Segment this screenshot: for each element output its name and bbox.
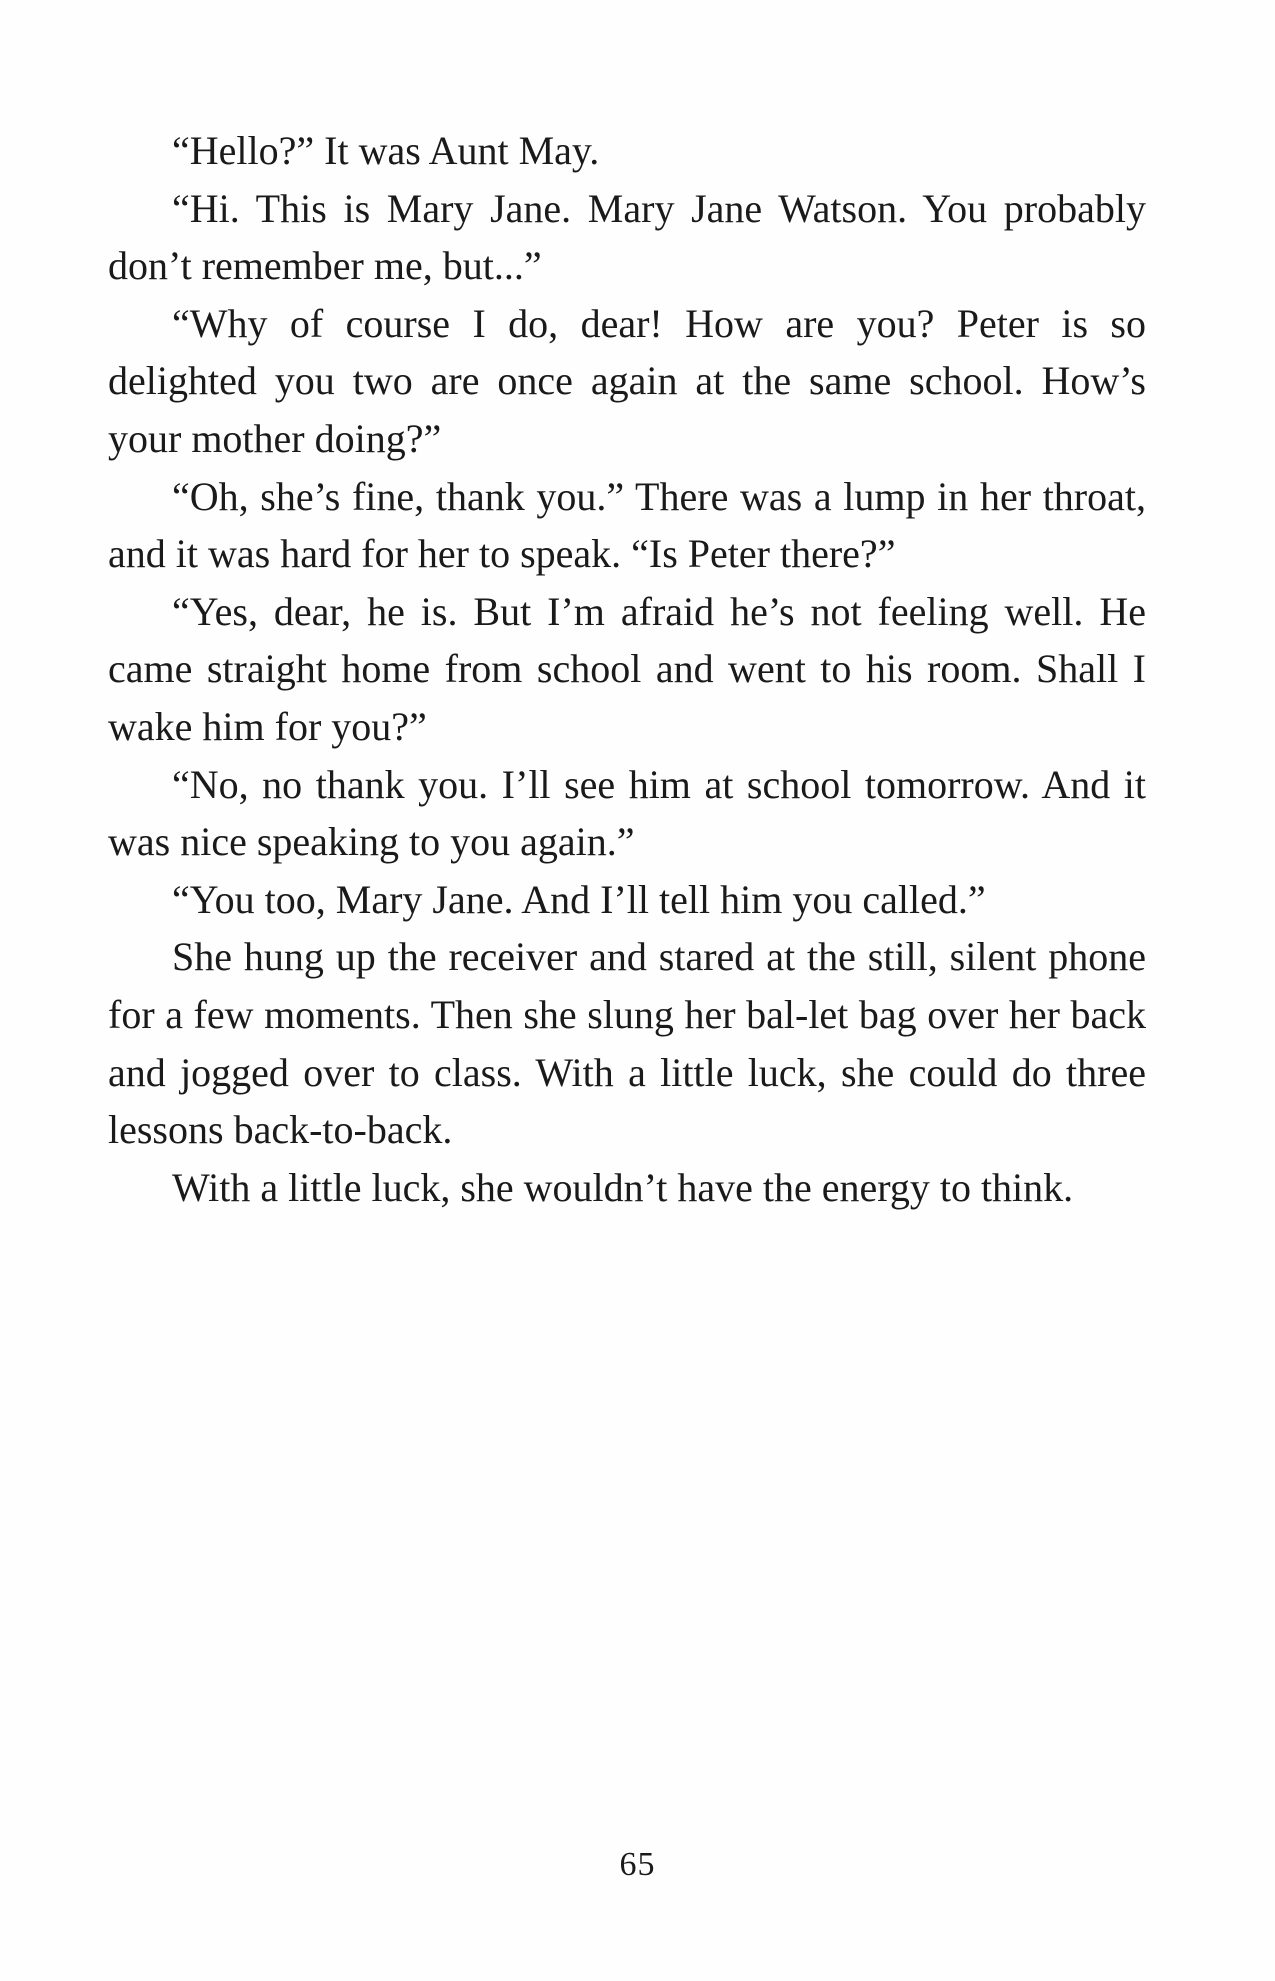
paragraph: With a little luck, she wouldn’t have the energy to think.: [172, 1164, 1074, 1210]
paragraph: “Oh, she’s fine, thank you.” There was a lump in her throat, and it was hard for her to speak. “Is Peter there?”: [108, 473, 1146, 577]
paragraph: “Why of course I do, dear! How are you? Peter is so delighted you two are once again at the same school. How’s your mother doing?”: [108, 300, 1146, 461]
body-text: [108, 122, 1146, 1216]
paragraph: She hung up the receiver and stared at the still, silent phone for a few moments. Then she slung her bal-let bag over her back and jogged over to class. With a little luck, she could do three lessons back-to-back.: [108, 934, 1146, 1153]
paragraph: “No, no thank you. I’ll see him at school tomorrow. And it was nice speaking to you again.”: [108, 761, 1146, 865]
paragraph: “Hi. This is Mary Jane. Mary Jane Watson. You probably don’t remember me, but...”: [108, 185, 1146, 289]
paragraph: “You too, Mary Jane. And I’ll tell him you called.”: [172, 876, 986, 922]
paragraph: “Yes, dear, he is. But I’m afraid he’s not feeling well. He came straight home from school and went to his room. Shall I wake him for you?”: [108, 588, 1146, 749]
page-number: 65: [619, 1846, 656, 1883]
paragraph: “Hello?” It was Aunt May.: [172, 128, 600, 173]
